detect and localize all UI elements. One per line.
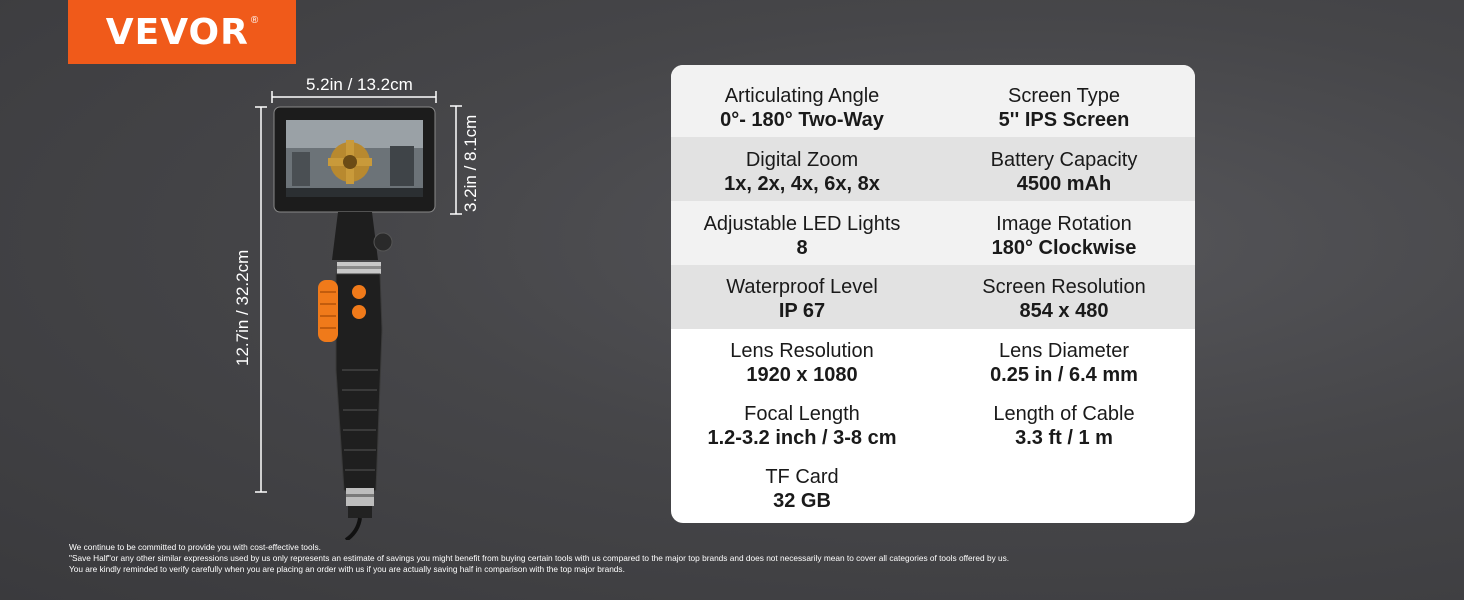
spec-cell [933, 148, 1195, 201]
spec-label: Digital Zoom [745, 149, 859, 171]
spec-cell [933, 84, 1195, 137]
spec-cell [933, 212, 1195, 265]
disclaimer-line: "Save Half"or any other similar expressions used by us only represents an estimate of savings you might benefit from buying certain tools with us compared to the major top brands and does not necessarily mean to cover all categories of tools offered by us. [69, 553, 1010, 563]
registered-mark: ® [250, 14, 259, 26]
spec-label: Lens Diameter [998, 340, 1130, 362]
spec-value: 3.3 ft / 1 m [1015, 427, 1113, 449]
total-length-label: 12.7in / 32.2cm [233, 249, 252, 366]
spec-label: Image Rotation [996, 213, 1132, 235]
spec-label: Lens Resolution [730, 340, 874, 362]
spec-row [671, 329, 1195, 393]
spec-row [671, 393, 1195, 457]
spec-cell [933, 402, 1195, 457]
spec-table [671, 65, 1195, 523]
spec-label: Screen Resolution [982, 276, 1146, 298]
spec-label: Screen Type [1008, 85, 1120, 107]
brand-logo [68, 0, 296, 64]
spec-label: TF Card [765, 466, 839, 488]
spec-value: 5'' IPS Screen [998, 109, 1130, 131]
spec-value: 854 x 480 [1019, 300, 1109, 322]
spec-cell [933, 339, 1195, 393]
brand-name: VEVOR [105, 11, 249, 53]
spec-value: 8 [796, 237, 808, 259]
spec-label: Focal Length [744, 403, 860, 425]
device-button-2 [352, 305, 366, 319]
spec-cell [671, 402, 933, 457]
total-length-dimension-line [255, 107, 267, 492]
spec-value: 1920 x 1080 [746, 364, 858, 386]
spec-label: Adjustable LED Lights [703, 213, 901, 235]
screen-height-label: 3.2in / 8.1cm [461, 114, 480, 212]
spec-value: IP 67 [778, 300, 826, 322]
spec-cell [671, 465, 933, 523]
spec-value: 1x, 2x, 4x, 6x, 8x [724, 173, 880, 195]
articulation-knob [318, 280, 338, 342]
spec-value: 4500 mAh [1016, 173, 1112, 195]
spec-cell [671, 275, 933, 329]
spec-value: 1.2-3.2 inch / 3-8 cm [707, 427, 897, 449]
spec-cell [671, 339, 933, 393]
spec-row [671, 137, 1195, 201]
spec-value: 180° Clockwise [991, 237, 1137, 259]
disclaimer-line: We continue to be committed to provide you with cost-effective tools. [69, 542, 321, 552]
spec-label: Articulating Angle [724, 85, 880, 107]
spec-cell [933, 275, 1195, 329]
spec-value: 0°- 180° Two-Way [720, 109, 884, 131]
device-button-1 [352, 285, 366, 299]
disclaimer-line: You are kindly reminded to verify carefully when you are placing an order with us if you are actually saving half in comparison with the top major brands. [69, 564, 625, 574]
spec-row [671, 265, 1195, 329]
screen-width-label: 5.2in / 13.2cm [306, 75, 413, 94]
spec-value: 0.25 in / 6.4 mm [990, 364, 1138, 386]
disclaimer [69, 542, 1009, 575]
spec-cell-empty [933, 465, 1195, 523]
spec-cell [671, 148, 933, 201]
spec-label: Length of Cable [993, 403, 1135, 425]
spec-value: 32 GB [773, 490, 831, 512]
spec-cell [671, 212, 933, 265]
spec-row [671, 65, 1195, 137]
spec-label: Battery Capacity [990, 149, 1138, 171]
spec-cell [671, 84, 933, 137]
spec-label: Waterproof Level [726, 276, 878, 298]
spec-row [671, 457, 1195, 523]
spec-row [671, 201, 1195, 265]
